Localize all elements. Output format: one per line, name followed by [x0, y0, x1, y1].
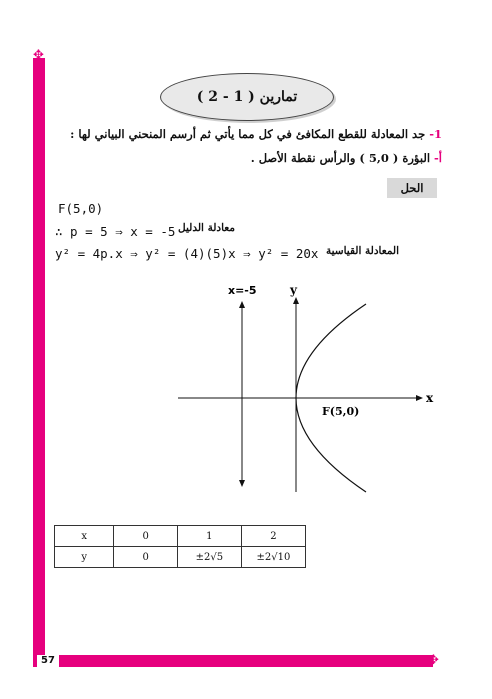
equation-line: y² = 4p.x ⇒ y² = (4)(5)x ⇒ y² = 20x	[55, 246, 319, 261]
solution-label: الحل	[387, 178, 437, 198]
bottom-decorative-bar	[33, 655, 433, 667]
part-text: البؤرة ( 5,0 ) والرأس نقطة الأصل .	[250, 151, 431, 165]
left-decorative-bar	[33, 58, 45, 656]
table-cell: ±2√10	[241, 547, 305, 568]
directrix-label: معادلة الدليل	[178, 222, 235, 234]
exercise-title	[160, 73, 334, 121]
table-cell: 0	[114, 547, 177, 568]
values-table	[54, 525, 306, 568]
table-cell: x	[55, 526, 114, 547]
y-axis-label: y	[290, 283, 297, 297]
ornament-icon: ✥	[33, 48, 44, 63]
question-1	[42, 127, 442, 141]
parabola-graph	[170, 280, 440, 500]
p-line: ∴ p = 5 ⇒ x = -5	[55, 224, 176, 239]
table-cell: 1	[177, 526, 241, 547]
part-letter: أ-	[434, 151, 442, 165]
table-cell: 2	[241, 526, 305, 547]
directrix-graph-label: x=-5	[228, 284, 257, 297]
table-row	[55, 526, 306, 547]
ornament-icon: ✥	[428, 653, 439, 668]
table-cell: 0	[114, 526, 177, 547]
table-cell: ±2√5	[177, 547, 241, 568]
page-number: 57	[37, 655, 59, 667]
x-axis-label: x	[426, 391, 434, 405]
question-number: 1-	[429, 127, 442, 141]
focus-line: F(5,0)	[58, 201, 104, 216]
table-row	[55, 547, 306, 568]
part-a	[42, 151, 442, 165]
question-text: جد المعادلة للقطع المكافئ في كل مما يأتي ثم أرسم المنحني البياني لها :	[70, 127, 426, 141]
table-cell: y	[55, 547, 114, 568]
standard-equation-label: المعادلة القياسية	[326, 245, 400, 257]
exercise-title-text: تمارين ( 1 - 2 )	[196, 89, 298, 105]
focus-graph-label: F(5,0)	[322, 405, 360, 418]
